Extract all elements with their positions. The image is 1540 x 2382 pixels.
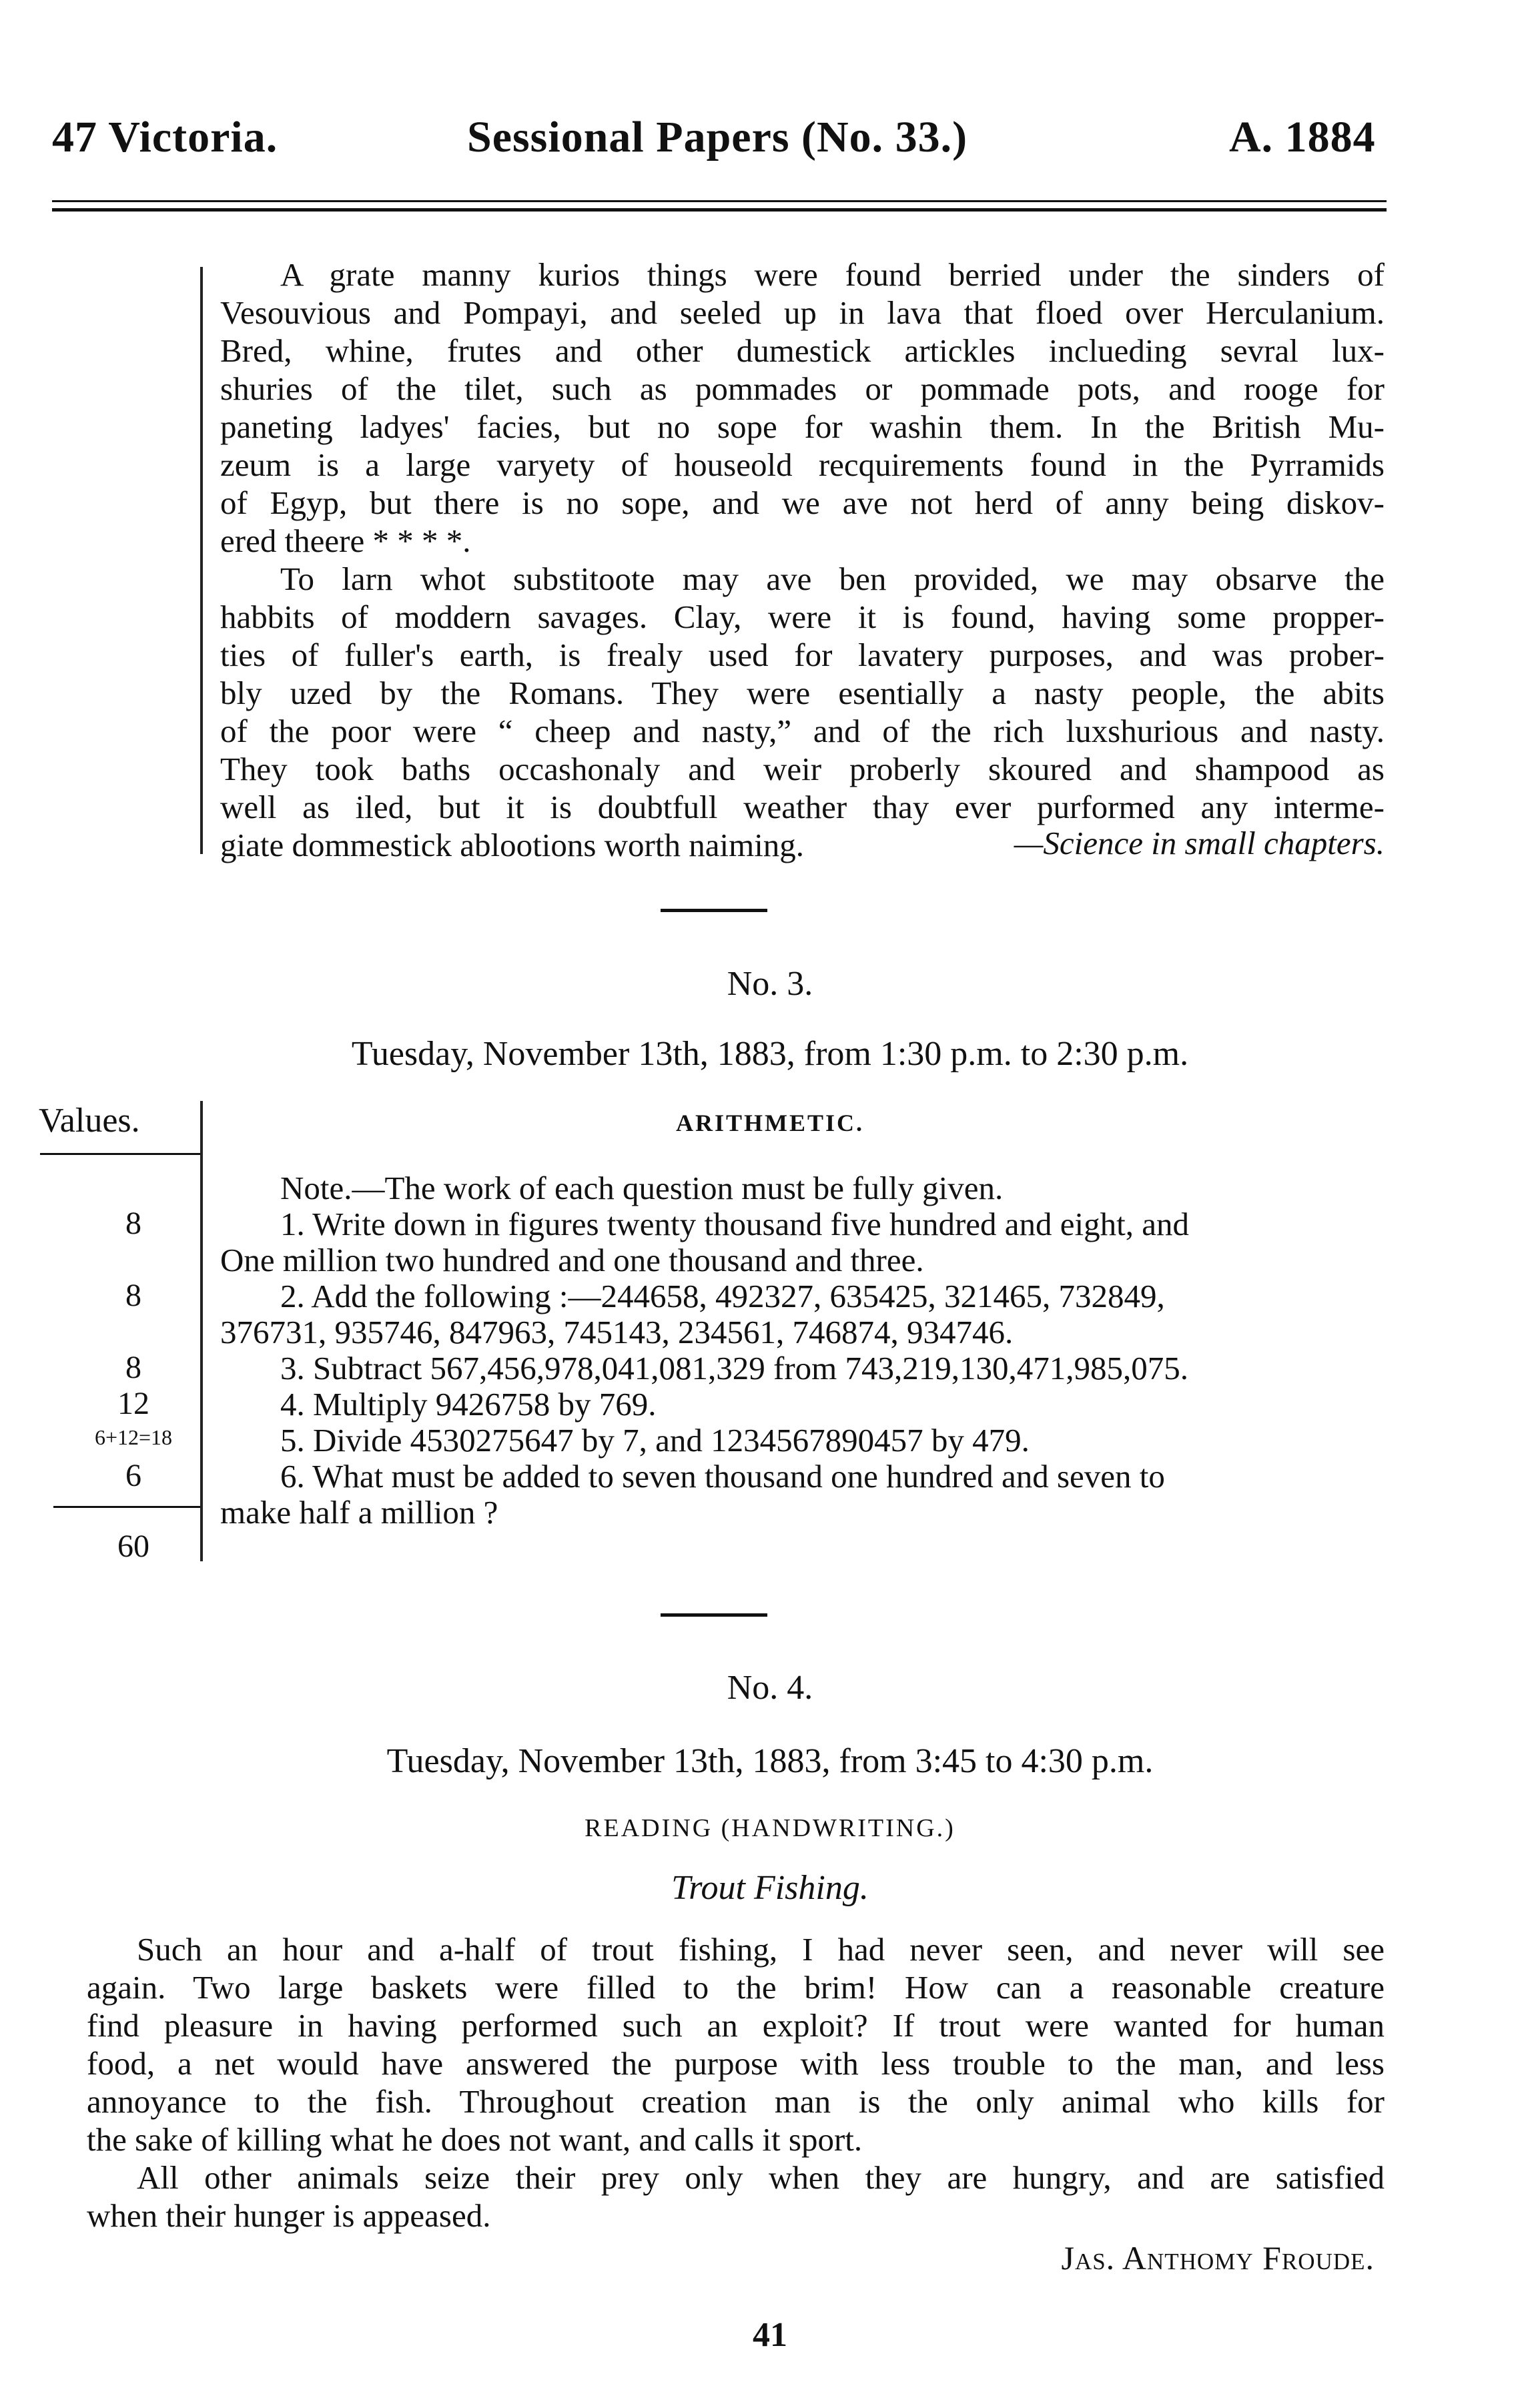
question-line: 5. Divide 4530275647 by 7, and 1234567890457 by 479. [280, 1422, 1030, 1459]
page-number: 41 [753, 2316, 787, 2354]
section3-date: Tuesday, November 13th, 1883, from 1:30 p.m. to 2:30 p.m. [351, 1035, 1189, 1073]
header-rule-top [52, 200, 1387, 202]
essay-line: well as iled, but it is doubtfull weather thay ever purformed any interme- [220, 789, 1385, 825]
essay-line: Vesouvious and Pompayi, and seeled up in lava that floed over Herculanium. [220, 294, 1385, 331]
question-value: 6 [125, 1458, 141, 1493]
question-line: 6. What must be added to seven thousand one hundred and seven to [280, 1458, 1165, 1495]
question-line: 2. Add the following :—244658, 492327, 635425, 321465, 732849, [280, 1278, 1165, 1314]
essay-line: ered theere * * * *. [220, 522, 471, 559]
essay-line: of Egyp, but there is no sope, and we ave not herd of anny being diskov- [220, 484, 1385, 521]
question-value: 12 [117, 1386, 149, 1421]
essay-line: They took baths occashonaly and weir proberly skoured and shampood as [220, 751, 1385, 787]
reading-line: when their hunger is appeased. [87, 2197, 491, 2234]
essay-line: habbits of moddern savages. Clay, were it is found, having some propper- [220, 599, 1385, 635]
question-line: 1. Write down in figures twenty thousand five hundred and eight, and [280, 1206, 1190, 1242]
essay-line: To larn whot substitoote may ave ben provided, we may obsarve the [280, 560, 1385, 597]
section-divider [661, 1613, 767, 1617]
essay-line: Bred, whine, frutes and other dumestick artickles inclueding sevral lux- [220, 332, 1385, 369]
section3-subject: ARITHMETIC. [675, 1110, 865, 1136]
essay-line: paneting ladyes' facies, but no sope for washin them. In the British Mu- [220, 408, 1385, 445]
section4-date: Tuesday, November 13th, 1883, from 3:45 to 4:30 p.m. [386, 1742, 1154, 1780]
values-column-rule [200, 1101, 203, 1561]
reading-line: All other animals seize their prey only when they are hungry, and are satisfied [137, 2159, 1385, 2196]
reading-line: find pleasure in having performed such an exploit? If trout were wanted for human [87, 2007, 1385, 2044]
section3-number: No. 3. [727, 965, 813, 1003]
essay-line: zeum is a large varyety of houseold recquirements found in the Pyrramids [220, 446, 1385, 483]
header-title: Sessional Papers (No. 33.) [467, 113, 968, 161]
essay-line: of the poor were “ cheep and nasty,” and of the rich luxshurious and nasty. [220, 713, 1385, 749]
question-value: 8 [125, 1278, 141, 1313]
section-divider [661, 909, 767, 912]
essay-line: ties of fuller's earth, is frealy used for lavatery purposes, and was prober- [220, 637, 1385, 673]
question-line: make half a million ? [220, 1494, 498, 1531]
header-right: A. 1884 [1229, 113, 1376, 161]
reading-line: Such an hour and a-half of trout fishing, I had never seen, and never will see [137, 1931, 1385, 1968]
section4-title: Trout Fishing. [671, 1869, 869, 1907]
section4-subject: READING (HANDWRITING.) [585, 1814, 955, 1842]
reading-line: again. Two large baskets were filled to the brim! How can a reasonable creature [87, 1969, 1385, 2006]
reading-line: the sake of killing what he does not want, and calls it sport. [87, 2121, 863, 2158]
question-value: 6+12=18 [94, 1425, 173, 1449]
essay-line: bly uzed by the Romans. They were esentially a nasty people, the abits [220, 675, 1385, 711]
essay-line: A grate manny kurios things were found berried under the sinders of [280, 256, 1385, 293]
essay-line: shuries of the tilet, such as pommades or pommade pots, and rooge for [220, 370, 1385, 407]
essay-paragraph [220, 256, 1385, 864]
header-rule-bottom [52, 208, 1387, 212]
question-line: One million two hundred and one thousand and three. [220, 1242, 924, 1278]
question-line: 3. Subtract 567,456,978,041,081,329 from 743,219,130,471,985,075. [280, 1350, 1189, 1386]
values-header-rule [40, 1153, 200, 1155]
question-note: Note.—The work of each question must be fully given. [280, 1170, 1004, 1206]
reading-author: Jas. Anthomy Froude. [1061, 2239, 1375, 2277]
question-value: 8 [125, 1350, 141, 1385]
section4-number: No. 4. [727, 1669, 813, 1707]
essay-source: —Science in small chapters. [1014, 825, 1385, 861]
values-header: Values. [39, 1102, 140, 1140]
essay-margin-bar [200, 267, 203, 854]
reading-line: annoyance to the fish. Throughout creation man is the only animal who kills for [87, 2083, 1385, 2120]
header-left: 47 Victoria. [52, 113, 278, 161]
values-total-rule [53, 1506, 200, 1508]
question-line: 376731, 935746, 847963, 745143, 234561, 746874, 934746. [220, 1314, 1014, 1350]
reading-line: food, a net would have answered the purpose with less trouble to the man, and less [87, 2045, 1385, 2082]
reading-paragraph [87, 1930, 1385, 2235]
question-value: 8 [125, 1206, 141, 1241]
values-total: 60 [117, 1529, 149, 1564]
essay-line: giate dommestick ablootions worth naiming. [220, 827, 805, 863]
question-line: 4. Multiply 9426758 by 769. [280, 1386, 657, 1423]
